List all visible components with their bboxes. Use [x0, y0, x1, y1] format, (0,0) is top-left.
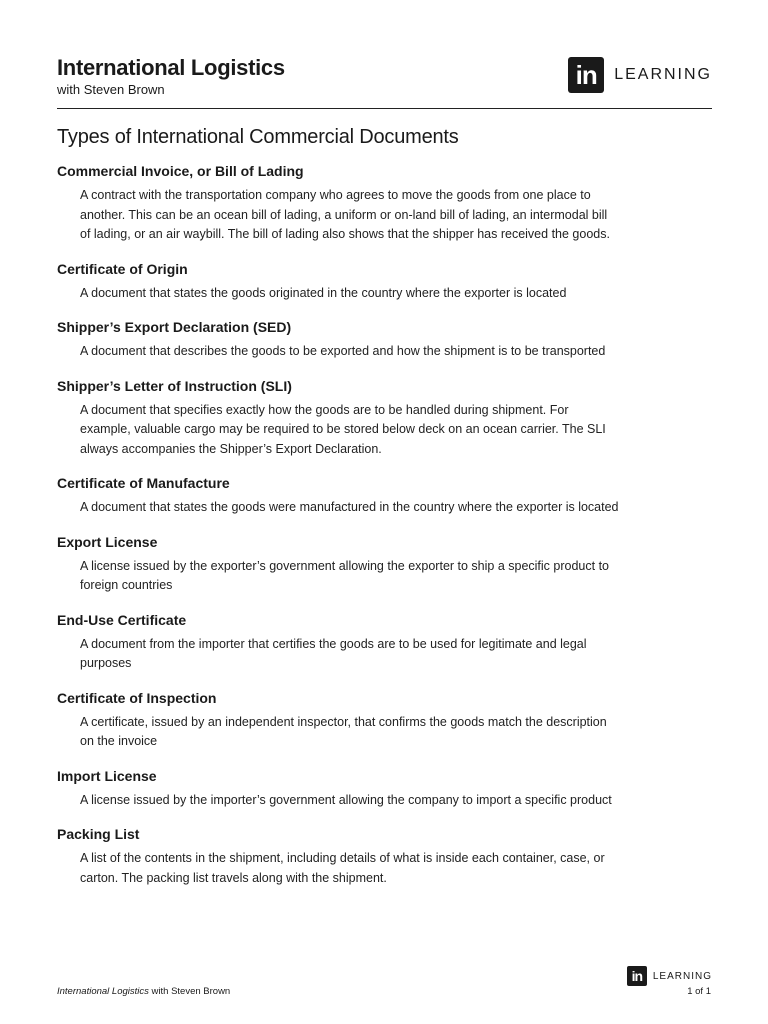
- section-title: Certificate of Manufacture: [57, 475, 230, 491]
- section: [57, 531, 657, 596]
- section-body: A document that describes the goods to be exported and how the shipment is to be transported: [80, 344, 606, 358]
- linkedin-in-icon: in: [568, 57, 604, 93]
- page-number: 1 of 1: [687, 986, 711, 997]
- section-body: A certificate, issued by an independent inspector, that confirms the goods match the description on the invoice: [80, 714, 607, 748]
- section: [57, 160, 657, 245]
- section-body: A document that states the goods originated in the country where the exporter is located: [80, 285, 567, 300]
- section-title: Export License: [57, 533, 158, 550]
- section: [57, 687, 657, 752]
- linkedin-in-icon: in: [627, 966, 647, 986]
- footer-logo-wordmark: LEARNING: [652, 970, 712, 982]
- footer-author: with Steven Brown: [148, 986, 231, 997]
- section-title: End-Use Certificate: [57, 611, 187, 628]
- section: [57, 823, 657, 888]
- logo-wordmark: LEARNING: [614, 66, 712, 83]
- section-title: Commercial Invoice, or Bill of Lading: [57, 163, 304, 179]
- section-body: A license issued by the importer’s government allowing the company to import a specific product: [80, 792, 612, 807]
- footer-course-title: International Logistics: [57, 986, 149, 997]
- section: [57, 375, 657, 460]
- section-title: Shipper’s Letter of Instruction (SLI): [57, 377, 292, 394]
- section-title: Certificate of Inspection: [57, 689, 217, 706]
- section-title: Shipper’s Export Declaration (SED): [57, 319, 292, 335]
- section: [57, 765, 657, 811]
- course-subtitle: with Steven Brown: [57, 82, 165, 97]
- document-heading: Types of International Commercial Documents: [57, 126, 459, 148]
- section-body: A document from the importer that certifies the goods are to be used for legitimate and legal purposes: [80, 636, 587, 670]
- section: [57, 258, 657, 304]
- linkedin-learning-logo: [568, 57, 712, 93]
- section-title: Certificate of Origin: [57, 260, 188, 277]
- section-body: A document that states the goods were manufactured in the country where the exporter is located: [80, 500, 619, 514]
- section-body: A document that specifies exactly how the goods are to be handled during shipment. For example, valuable cargo may be required to be stored below deck on an ocean carrier. The SLI always accompanies the Shipper’s Export Declaration.: [80, 402, 606, 456]
- section-body: A list of the contents in the shipment, including details of what is inside each container, case, or carton. The packing list travels along with the shipment.: [80, 851, 605, 885]
- section-title: Packing List: [57, 826, 140, 842]
- section-body: A contract with the transportation company who agrees to move the goods from one place to another. This can be an ocean bill of lading, a uniform or on-land bill of lading, an intermodal bill of lading, or an air waybill. The bill of lading also shows that the shipper has received the goods.: [80, 188, 610, 241]
- section: [57, 609, 657, 674]
- document-sections: [57, 160, 657, 901]
- footer-course-credit: [57, 986, 230, 997]
- course-title: International Logistics: [57, 55, 285, 80]
- section-title: Import License: [57, 767, 157, 784]
- section-body: A license issued by the exporter’s government allowing the exporter to ship a specific product to foreign countries: [80, 558, 609, 592]
- page-header: [57, 54, 712, 109]
- footer-logo: [627, 966, 712, 986]
- section: [57, 472, 657, 518]
- section: [57, 316, 657, 362]
